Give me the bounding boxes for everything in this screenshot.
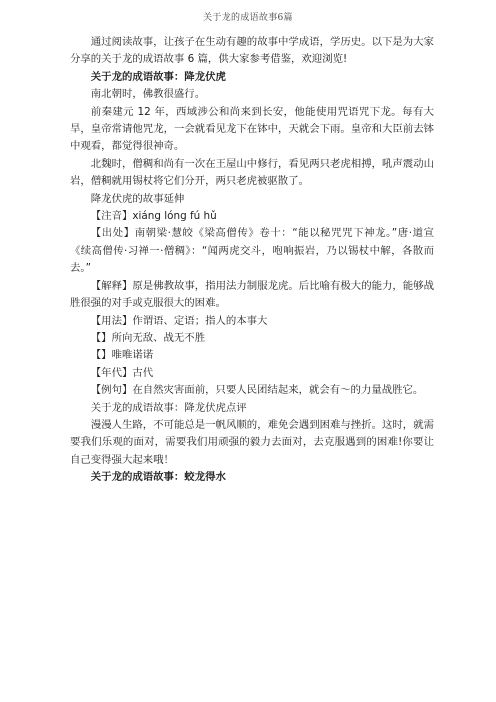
section-heading-jiaolong: 关于龙的成语故事：蛟龙得水: [90, 471, 226, 484]
comment-heading: 关于龙的成语故事：降龙伏虎点评: [90, 401, 247, 414]
example-paragraph: 【例句】在自然灾害面前，只要人民团结起来，就会有～的力量战胜它。: [90, 384, 424, 397]
intro-paragraph: 通过阅读故事，让孩子在生动有趣的故事中学成语，学历史。以下是为大家分享的关于龙的成语故事 6 篇，供大家参考借鉴，欢迎浏览!: [70, 36, 434, 66]
body-paragraph: 降龙伏虎的故事延伸: [90, 192, 185, 205]
source-paragraph: 【出处】南朝梁·慧皎《梁高僧传》卷十：“能以秘咒咒下神龙。”唐·道宣《续高僧传·习禅一·僧稠》：“闻两虎交斗，咆响振岩，乃以锡杖中解，各散而去。”: [70, 227, 434, 275]
comment-paragraph: 漫漫人生路，不可能总是一帆风顺的，难免会遇到困难与挫折。这时，就需要我们乐观的面对，需要我们用顽强的毅力去面对，去克服遇到的困难!你要让自己变得强大起来哦！: [70, 418, 434, 466]
usage-line: 【用法】作谓语、定语；指人的本事大: [90, 314, 268, 327]
section-heading-xianglong: 关于龙的成语故事：降龙伏虎: [90, 70, 226, 83]
document-title: 关于龙的成语故事6篇: [203, 13, 293, 23]
era-line: 【年代】古代: [90, 366, 154, 379]
document-body: [70, 34, 434, 487]
body-paragraph: 南北朝时，佛教很盛行。: [90, 88, 206, 101]
pinyin-line: 【注音】xiáng lóng fú hǔ: [90, 210, 217, 223]
body-paragraph: 北魏时，僧稠和尚有一次在王屋山中修行，看见两只老虎相搏，吼声震动山岩，僧稠就用锡杖将它们分开，两只老虎被驱散了。: [70, 157, 434, 188]
explanation-paragraph: 【解释】原是佛教故事，指用法力制服龙虎。后比喻有极大的能力，能够战胜很强的对手或克服很大的困难。: [70, 279, 434, 310]
body-paragraph: 前秦建元 12 年，西域涉公和尚来到长安，他能使用咒语咒下龙。每有大旱，皇帝常请他咒龙，一会就看见龙下在钵中，天就会下雨。皇帝和大臣前去钵中观看，都觉得很神奇。: [70, 105, 434, 153]
synonym-line: 【】所向无敌、战无不胜: [90, 331, 206, 344]
antonym-line: 【】唯唯诺诺: [90, 349, 154, 362]
